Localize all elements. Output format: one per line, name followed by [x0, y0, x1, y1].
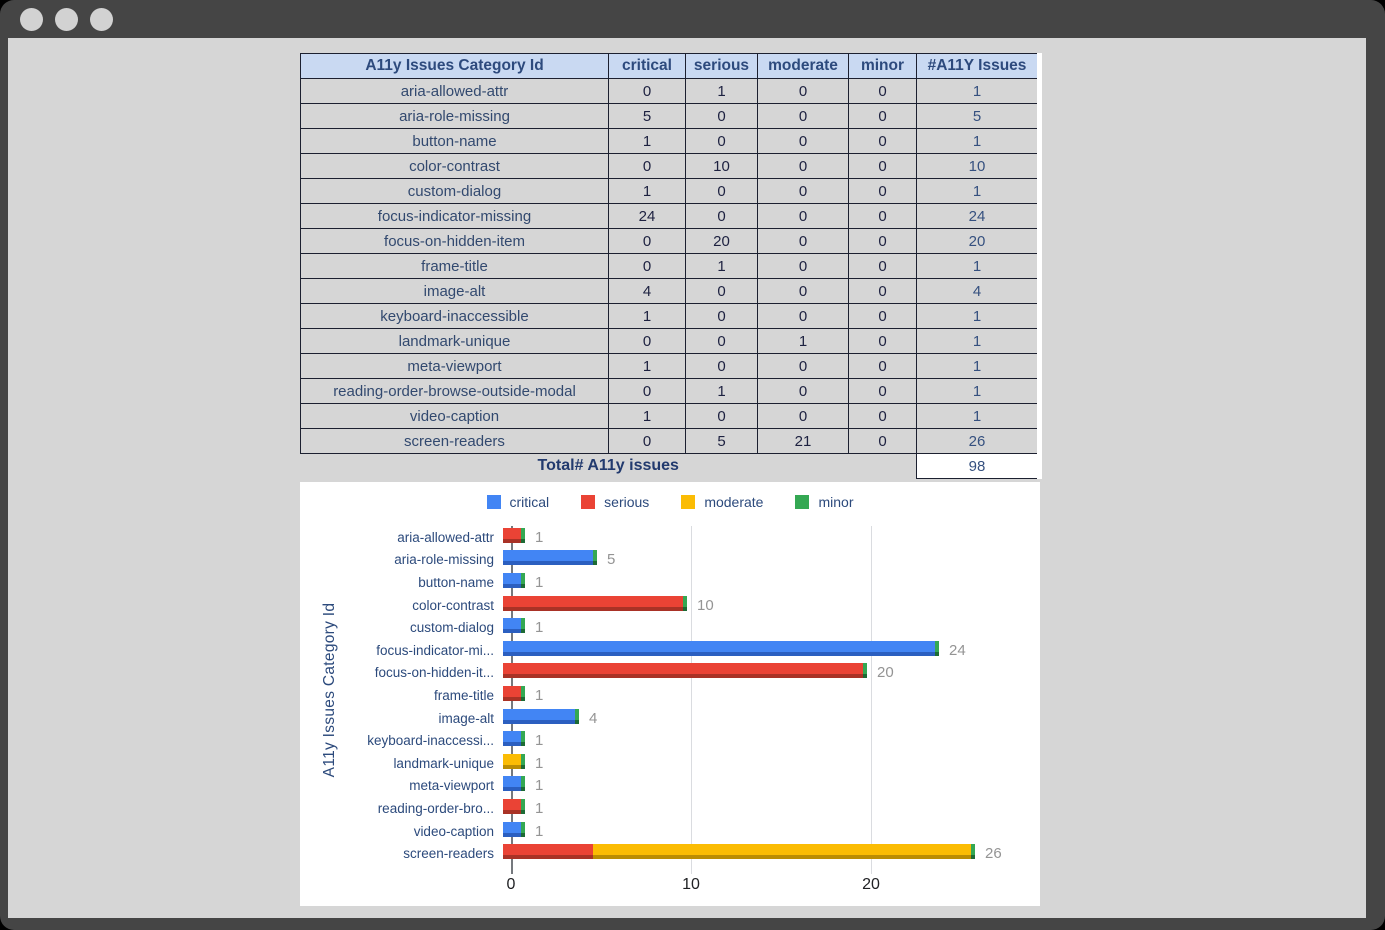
stacked-bar[interactable]: [503, 731, 525, 750]
a11y-issues-table: [300, 53, 1038, 479]
stacked-bar[interactable]: [503, 686, 525, 705]
category-cell[interactable]: landmark-unique: [301, 329, 609, 354]
serious-cell[interactable]: 0: [686, 204, 758, 229]
category-cell[interactable]: custom-dialog: [301, 179, 609, 204]
moderate-cell[interactable]: 0: [758, 129, 849, 154]
critical-cell[interactable]: 0: [609, 429, 686, 454]
bar-end-cap: [863, 663, 867, 678]
legend-label: moderate: [704, 494, 764, 510]
moderate-cell[interactable]: 0: [758, 229, 849, 254]
chart-category-label: reading-order-bro...: [377, 800, 494, 816]
total-issues-cell[interactable]: 1: [917, 404, 1038, 429]
chart-category-label: screen-readers: [403, 846, 494, 862]
chart-row: [300, 797, 1040, 820]
header-serious[interactable]: serious: [686, 54, 758, 79]
chart-category-label: keyboard-inaccessi...: [367, 733, 494, 749]
legend-swatch-icon: [581, 495, 595, 509]
total-row: [301, 454, 1038, 479]
legend-item-serious: [581, 494, 649, 510]
issues-table-body: [301, 79, 1038, 454]
category-cell[interactable]: button-name: [301, 129, 609, 154]
header-moderate[interactable]: moderate: [758, 54, 849, 79]
stacked-bar[interactable]: [503, 663, 867, 682]
chart-row: [300, 639, 1040, 662]
bar-value-label: 26: [985, 845, 1002, 863]
category-cell[interactable]: focus-on-hidden-item: [301, 229, 609, 254]
minor-cell[interactable]: 0: [849, 329, 917, 354]
total-issues-cell[interactable]: 1: [917, 379, 1038, 404]
minor-cell[interactable]: 0: [849, 254, 917, 279]
stacked-bar[interactable]: [503, 799, 525, 818]
moderate-cell[interactable]: 0: [758, 79, 849, 104]
minor-cell[interactable]: 0: [849, 79, 917, 104]
next-column-sliver: [1037, 53, 1042, 479]
total-issues-cell[interactable]: 1: [917, 79, 1038, 104]
chart-row: [300, 594, 1040, 617]
chart-row: [300, 662, 1040, 685]
window-control-dot-icon[interactable]: [90, 8, 113, 31]
bar-segment-critical: [503, 550, 593, 565]
serious-cell[interactable]: 0: [686, 279, 758, 304]
bar-segment-critical: [503, 573, 521, 588]
bar-value-label: 20: [877, 664, 894, 682]
chart-row: [300, 752, 1040, 775]
header-critical[interactable]: critical: [609, 54, 686, 79]
table-row: [301, 229, 1038, 254]
legend-label: serious: [604, 494, 650, 510]
bar-value-label: 1: [535, 686, 544, 704]
chart-category-label: color-contrast: [412, 597, 494, 613]
serious-cell[interactable]: 1: [686, 379, 758, 404]
stacked-bar[interactable]: [503, 754, 525, 773]
legend-label: minor: [818, 494, 854, 510]
bar-area: [503, 820, 1040, 843]
legend-label: critical: [509, 494, 550, 510]
moderate-cell[interactable]: 0: [758, 179, 849, 204]
minor-cell[interactable]: 0: [849, 429, 917, 454]
chart-row: [300, 707, 1040, 730]
legend-swatch-icon: [681, 495, 695, 509]
chart-row: [300, 842, 1040, 865]
stacked-bar[interactable]: [503, 641, 939, 660]
bar-segment-critical: [503, 822, 521, 837]
bar-value-label: 1: [535, 777, 544, 795]
serious-cell[interactable]: 5: [686, 429, 758, 454]
serious-cell[interactable]: 0: [686, 354, 758, 379]
bar-segment-serious: [503, 663, 863, 678]
total-issues-cell[interactable]: 26: [917, 429, 1038, 454]
legend-item-moderate: [681, 494, 763, 510]
total-issues-cell[interactable]: 1: [917, 254, 1038, 279]
serious-cell[interactable]: 10: [686, 154, 758, 179]
bar-area: [503, 662, 1040, 685]
category-cell[interactable]: focus-indicator-missing: [301, 204, 609, 229]
chart-row: [300, 549, 1040, 572]
moderate-cell[interactable]: 1: [758, 329, 849, 354]
table-row: [301, 179, 1038, 204]
chart-row: [300, 775, 1040, 798]
serious-cell[interactable]: 0: [686, 329, 758, 354]
serious-cell[interactable]: 1: [686, 79, 758, 104]
total-issues-cell[interactable]: 1: [917, 304, 1038, 329]
total-issues-cell[interactable]: 1: [917, 129, 1038, 154]
bar-area: [503, 752, 1040, 775]
x-axis-tick-label: 20: [862, 876, 880, 893]
total-issues-cell[interactable]: 20: [917, 229, 1038, 254]
total-issues-cell[interactable]: 1: [917, 329, 1038, 354]
bar-segment-serious: [503, 528, 521, 543]
legend-item-minor: [795, 494, 853, 510]
bar-end-cap: [521, 731, 525, 746]
critical-cell[interactable]: 24: [609, 204, 686, 229]
serious-cell[interactable]: 0: [686, 179, 758, 204]
critical-cell[interactable]: 0: [609, 154, 686, 179]
moderate-cell[interactable]: 0: [758, 154, 849, 179]
critical-cell[interactable]: 1: [609, 404, 686, 429]
chart-category-label: meta-viewport: [409, 778, 494, 794]
critical-cell[interactable]: 1: [609, 129, 686, 154]
moderate-cell[interactable]: 0: [758, 404, 849, 429]
serious-cell[interactable]: 0: [686, 104, 758, 129]
minor-cell[interactable]: 0: [849, 104, 917, 129]
table-row: [301, 204, 1038, 229]
critical-cell[interactable]: 0: [609, 229, 686, 254]
bar-area: [503, 616, 1040, 639]
category-cell[interactable]: meta-viewport: [301, 354, 609, 379]
total-issues-cell[interactable]: 5: [917, 104, 1038, 129]
category-cell[interactable]: keyboard-inaccessible: [301, 304, 609, 329]
category-cell[interactable]: color-contrast: [301, 154, 609, 179]
chart-row: [300, 684, 1040, 707]
chart-row: [300, 820, 1040, 843]
critical-cell[interactable]: 0: [609, 329, 686, 354]
a11y-issues-chart[interactable]: [300, 482, 1040, 906]
table-row: [301, 429, 1038, 454]
category-cell[interactable]: aria-allowed-attr: [301, 79, 609, 104]
minor-cell[interactable]: 0: [849, 154, 917, 179]
critical-cell[interactable]: 1: [609, 304, 686, 329]
header-total-issues[interactable]: #A11Y Issues: [917, 54, 1038, 79]
critical-cell[interactable]: 0: [609, 379, 686, 404]
total-issues-cell[interactable]: 1: [917, 179, 1038, 204]
total-value-cell[interactable]: 98: [917, 454, 1038, 479]
bar-area: [503, 526, 1040, 549]
bar-end-cap: [683, 596, 687, 611]
minor-cell[interactable]: 0: [849, 279, 917, 304]
chart-row: [300, 616, 1040, 639]
stacked-bar[interactable]: [503, 618, 525, 637]
stacked-bar[interactable]: [503, 844, 975, 863]
critical-cell[interactable]: 4: [609, 279, 686, 304]
bar-area: [503, 775, 1040, 798]
critical-cell[interactable]: 1: [609, 179, 686, 204]
minor-cell[interactable]: 0: [849, 379, 917, 404]
table-row: [301, 329, 1038, 354]
category-cell[interactable]: aria-role-missing: [301, 104, 609, 129]
bar-value-label: 5: [607, 551, 616, 569]
serious-cell[interactable]: 0: [686, 129, 758, 154]
bar-segment-critical: [503, 709, 575, 724]
chart-category-label: focus-indicator-mi...: [376, 642, 494, 658]
chart-legend: [300, 494, 1040, 510]
y-axis-title: A11y Issues Category Id: [321, 602, 338, 778]
header-category[interactable]: A11y Issues Category Id: [301, 54, 609, 79]
bar-value-label: 24: [949, 641, 966, 659]
bar-value-label: 4: [589, 709, 598, 727]
x-axis-tick-label: 10: [682, 876, 700, 893]
window-titlebar: [0, 0, 1385, 38]
chart-category-label: aria-allowed-attr: [397, 529, 494, 545]
minor-cell[interactable]: 0: [849, 129, 917, 154]
bar-area: [503, 729, 1040, 752]
bar-segment-moderate: [503, 754, 521, 769]
legend-swatch-icon: [795, 495, 809, 509]
chart-category-label: video-caption: [413, 823, 494, 839]
table-row: [301, 304, 1038, 329]
moderate-cell[interactable]: 0: [758, 379, 849, 404]
serious-cell[interactable]: 0: [686, 404, 758, 429]
chart-row: [300, 729, 1040, 752]
bar-segment-critical: [503, 776, 521, 791]
window-control-dot-icon[interactable]: [55, 8, 78, 31]
bar-area: [503, 639, 1040, 662]
stacked-bar[interactable]: [503, 550, 597, 569]
bar-value-label: 10: [697, 596, 714, 614]
chart-category-label: button-name: [418, 574, 494, 590]
total-issues-cell[interactable]: 24: [917, 204, 1038, 229]
header-minor[interactable]: minor: [849, 54, 917, 79]
chart-row: [300, 571, 1040, 594]
table-row: [301, 279, 1038, 304]
moderate-cell[interactable]: 0: [758, 279, 849, 304]
bar-end-cap: [521, 799, 525, 814]
critical-cell[interactable]: 0: [609, 254, 686, 279]
legend-swatch-icon: [487, 495, 501, 509]
bar-value-label: 1: [535, 754, 544, 772]
legend-item-critical: [487, 494, 550, 510]
bar-segment-serious: [503, 844, 593, 859]
table-row: [301, 79, 1038, 104]
bar-end-cap: [521, 776, 525, 791]
table-row: [301, 404, 1038, 429]
bar-value-label: 1: [535, 619, 544, 637]
chart-category-label: custom-dialog: [409, 620, 494, 636]
stacked-bar[interactable]: [503, 573, 525, 592]
chart-category-label: focus-on-hidden-it...: [374, 665, 494, 681]
chart-category-label: landmark-unique: [393, 755, 494, 771]
minor-cell[interactable]: 0: [849, 229, 917, 254]
table-row: [301, 354, 1038, 379]
total-label: Total# A11y issues: [301, 454, 917, 479]
minor-cell[interactable]: 0: [849, 204, 917, 229]
category-cell[interactable]: reading-order-browse-outside-modal: [301, 379, 609, 404]
chart-category-label: frame-title: [433, 687, 494, 703]
bar-segment-critical: [503, 731, 521, 746]
sheet-content: [8, 38, 1366, 918]
stacked-bar[interactable]: [503, 528, 525, 547]
bar-end-cap: [575, 709, 579, 724]
bar-segment-serious: [503, 686, 521, 701]
category-cell[interactable]: frame-title: [301, 254, 609, 279]
bar-area: [503, 842, 1040, 865]
table-row: [301, 129, 1038, 154]
chart-category-label: aria-role-missing: [394, 552, 494, 568]
table-row: [301, 154, 1038, 179]
total-issues-cell[interactable]: 10: [917, 154, 1038, 179]
table-row: [301, 104, 1038, 129]
category-cell[interactable]: video-caption: [301, 404, 609, 429]
bar-end-cap: [521, 754, 525, 769]
serious-cell[interactable]: 20: [686, 229, 758, 254]
bar-end-cap: [521, 573, 525, 588]
minor-cell[interactable]: 0: [849, 354, 917, 379]
bar-value-label: 1: [535, 732, 544, 750]
bar-end-cap: [971, 844, 975, 859]
bar-area: [503, 549, 1040, 572]
bar-area: [503, 684, 1040, 707]
bar-segment-critical: [503, 641, 935, 656]
bar-segment-serious: [503, 799, 521, 814]
moderate-cell[interactable]: 0: [758, 304, 849, 329]
bar-area: [503, 797, 1040, 820]
stacked-bar[interactable]: [503, 596, 687, 615]
moderate-cell[interactable]: 0: [758, 204, 849, 229]
bar-segment-serious: [503, 596, 683, 611]
bar-value-label: 1: [535, 573, 544, 591]
bar-value-label: 1: [535, 528, 544, 546]
bar-value-label: 1: [535, 799, 544, 817]
moderate-cell[interactable]: 21: [758, 429, 849, 454]
chart-plot-area: [300, 526, 1040, 893]
table-row: [301, 254, 1038, 279]
stacked-bar[interactable]: [503, 709, 579, 728]
bar-segment-critical: [503, 618, 521, 633]
total-issues-cell[interactable]: 4: [917, 279, 1038, 304]
bar-end-cap: [521, 618, 525, 633]
total-issues-cell[interactable]: 1: [917, 354, 1038, 379]
table-header-row: [301, 54, 1038, 79]
moderate-cell[interactable]: 0: [758, 354, 849, 379]
table-row: [301, 379, 1038, 404]
bar-area: [503, 571, 1040, 594]
minor-cell[interactable]: 0: [849, 179, 917, 204]
category-cell[interactable]: image-alt: [301, 279, 609, 304]
bar-end-cap: [521, 686, 525, 701]
bar-end-cap: [521, 528, 525, 543]
window-control-dot-icon[interactable]: [20, 8, 43, 31]
x-axis-tick-label: 0: [506, 876, 516, 893]
critical-cell[interactable]: 1: [609, 354, 686, 379]
stacked-bar[interactable]: [503, 776, 525, 795]
category-cell[interactable]: screen-readers: [301, 429, 609, 454]
bar-value-label: 1: [535, 822, 544, 840]
minor-cell[interactable]: 0: [849, 404, 917, 429]
chart-row: [300, 526, 1040, 549]
bar-area: [503, 594, 1040, 617]
moderate-cell[interactable]: 0: [758, 254, 849, 279]
minor-cell[interactable]: 0: [849, 304, 917, 329]
bar-end-cap: [935, 641, 939, 656]
serious-cell[interactable]: 0: [686, 304, 758, 329]
bar-end-cap: [593, 550, 597, 565]
serious-cell[interactable]: 1: [686, 254, 758, 279]
stacked-bar[interactable]: [503, 822, 525, 841]
moderate-cell[interactable]: 0: [758, 104, 849, 129]
chart-category-label: image-alt: [438, 710, 494, 726]
bar-segment-moderate: [593, 844, 971, 859]
critical-cell[interactable]: 5: [609, 104, 686, 129]
bar-area: [503, 707, 1040, 730]
bar-end-cap: [521, 822, 525, 837]
critical-cell[interactable]: 0: [609, 79, 686, 104]
